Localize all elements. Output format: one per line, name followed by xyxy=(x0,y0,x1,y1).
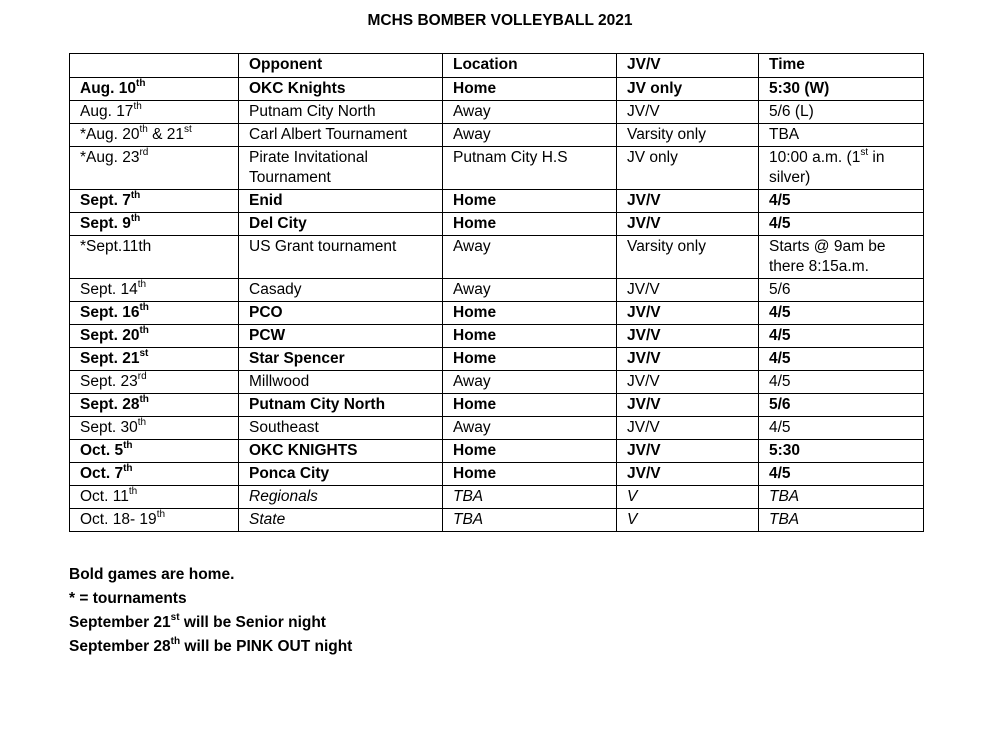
date-suffix: th xyxy=(123,462,133,474)
cell-time xyxy=(759,302,924,325)
cell-time xyxy=(759,509,924,532)
date-text: Sept. 28 xyxy=(80,396,140,413)
cell-time xyxy=(759,124,924,147)
date-text: *Sept.11th xyxy=(80,238,152,255)
cell-location: Home xyxy=(443,463,617,486)
cell-level: JV/V xyxy=(617,302,759,325)
time-text: 4/5 xyxy=(769,327,791,344)
cell-location: TBA xyxy=(443,486,617,509)
date-text: *Aug. 20 xyxy=(80,126,140,143)
cell-date xyxy=(70,325,239,348)
cell-time xyxy=(759,417,924,440)
date-suffix: rd xyxy=(139,146,149,158)
cell-time xyxy=(759,371,924,394)
date-text: *Aug. 23 xyxy=(80,149,140,166)
date-suffix: rd xyxy=(137,370,147,382)
table-row xyxy=(70,302,924,325)
cell-location: TBA xyxy=(443,509,617,532)
cell-location: Away xyxy=(443,417,617,440)
note-pink-out-sup: th xyxy=(170,635,181,647)
table-row xyxy=(70,371,924,394)
table-header-row xyxy=(70,54,924,78)
table-row xyxy=(70,348,924,371)
cell-time xyxy=(759,213,924,236)
cell-location: Home xyxy=(443,302,617,325)
date-text: Sept. 16 xyxy=(80,304,140,321)
date-suffix: th xyxy=(139,301,149,313)
time-text: 4/5 xyxy=(769,192,791,209)
date-suffix-2: st xyxy=(184,123,192,135)
time-text: 4/5 xyxy=(769,215,791,232)
cell-date xyxy=(70,78,239,101)
cell-date xyxy=(70,394,239,417)
cell-opponent: PCW xyxy=(239,325,443,348)
cell-location: Home xyxy=(443,440,617,463)
time-text: 10:00 a.m. (1 xyxy=(769,149,861,166)
note-pink-out-night xyxy=(69,635,352,659)
time-text: 5:30 xyxy=(769,442,801,459)
cell-location: Home xyxy=(443,78,617,101)
cell-level: V xyxy=(617,509,759,532)
cell-level: JV/V xyxy=(617,463,759,486)
note-senior-night-date: September 21 xyxy=(69,614,171,631)
cell-opponent: OKC Knights xyxy=(239,78,443,101)
cell-location: Away xyxy=(443,124,617,147)
date-text: Aug. 10 xyxy=(80,80,136,97)
table-row xyxy=(70,101,924,124)
date-suffix: th xyxy=(156,508,166,520)
date-suffix: th xyxy=(123,439,133,451)
time-text: 4/5 xyxy=(769,350,791,367)
date-suffix: th xyxy=(139,324,149,336)
cell-date xyxy=(70,302,239,325)
cell-location: Away xyxy=(443,236,617,279)
cell-date xyxy=(70,279,239,302)
cell-date xyxy=(70,213,239,236)
cell-level: Varsity only xyxy=(617,124,759,147)
table-row xyxy=(70,440,924,463)
cell-time xyxy=(759,440,924,463)
time-text: TBA xyxy=(769,511,800,528)
note-pink-out-text: will be PINK OUT night xyxy=(180,638,353,655)
cell-opponent: Del City xyxy=(239,213,443,236)
cell-level: JV/V xyxy=(617,371,759,394)
cell-time xyxy=(759,236,924,279)
date-suffix: st xyxy=(139,347,149,359)
date-suffix: th xyxy=(139,123,148,135)
date-suffix: th xyxy=(133,100,142,112)
cell-opponent: Southeast xyxy=(239,417,443,440)
note-senior-night-sup: st xyxy=(170,611,180,623)
cell-level: JV/V xyxy=(617,417,759,440)
table-row xyxy=(70,78,924,101)
note-pink-out-date: September 28 xyxy=(69,638,171,655)
cell-time xyxy=(759,463,924,486)
cell-level: JV only xyxy=(617,78,759,101)
cell-level: V xyxy=(617,486,759,509)
time-text: TBA xyxy=(769,126,800,143)
time-text: 5/6 xyxy=(769,281,791,298)
date-text: Sept. 20 xyxy=(80,327,140,344)
cell-level: JV/V xyxy=(617,213,759,236)
table-row xyxy=(70,190,924,213)
header-opponent: Opponent xyxy=(239,54,443,78)
table-row xyxy=(70,417,924,440)
table-row xyxy=(70,279,924,302)
table-row xyxy=(70,486,924,509)
cell-location: Away xyxy=(443,101,617,124)
date-text: Sept. 30 xyxy=(80,419,138,436)
date-suffix: th xyxy=(137,278,147,290)
header-date xyxy=(70,54,239,78)
page-title: MCHS BOMBER VOLLEYBALL 2021 xyxy=(367,12,633,29)
date-text: Aug. 17 xyxy=(80,103,134,120)
time-suffix: st xyxy=(860,146,869,158)
note-home-games: Bold games are home. xyxy=(69,566,235,583)
cell-level: JV/V xyxy=(617,190,759,213)
cell-level: JV/V xyxy=(617,101,759,124)
cell-date xyxy=(70,463,239,486)
table-row xyxy=(70,236,924,279)
cell-date xyxy=(70,348,239,371)
schedule-table xyxy=(69,53,924,532)
cell-level: JV/V xyxy=(617,440,759,463)
date-text: Oct. 11 xyxy=(80,488,129,505)
date-suffix: th xyxy=(135,77,146,89)
cell-opponent: Ponca City xyxy=(239,463,443,486)
cell-date xyxy=(70,147,239,190)
note-senior-night xyxy=(69,611,352,635)
cell-opponent: State xyxy=(239,509,443,532)
cell-location: Home xyxy=(443,348,617,371)
date-suffix: th xyxy=(137,416,147,428)
cell-time xyxy=(759,394,924,417)
date-suffix: th xyxy=(130,189,141,201)
cell-time xyxy=(759,147,924,190)
date-suffix: th xyxy=(130,212,141,224)
cell-location: Home xyxy=(443,190,617,213)
table-row xyxy=(70,325,924,348)
cell-location: Home xyxy=(443,213,617,236)
time-text-2: in silver) xyxy=(769,149,885,186)
date-text: Oct. 7 xyxy=(80,465,124,482)
cell-location: Putnam City H.S xyxy=(443,147,617,190)
time-text: 4/5 xyxy=(769,465,791,482)
cell-date xyxy=(70,190,239,213)
time-text: 4/5 xyxy=(769,373,791,390)
cell-opponent: Carl Albert Tournament xyxy=(239,124,443,147)
cell-opponent: Millwood xyxy=(239,371,443,394)
cell-level: JV/V xyxy=(617,348,759,371)
cell-opponent: Regionals xyxy=(239,486,443,509)
time-text: 5/6 xyxy=(769,396,791,413)
cell-opponent: Putnam City North xyxy=(239,101,443,124)
date-text: Sept. 23 xyxy=(80,373,138,390)
cell-time xyxy=(759,325,924,348)
cell-date xyxy=(70,236,239,279)
cell-date xyxy=(70,417,239,440)
cell-location: Home xyxy=(443,394,617,417)
table-row xyxy=(70,463,924,486)
cell-level: JV/V xyxy=(617,325,759,348)
header-level: JV/V xyxy=(617,54,759,78)
cell-date xyxy=(70,509,239,532)
cell-time xyxy=(759,348,924,371)
time-text: 4/5 xyxy=(769,419,791,436)
date-text: Oct. 5 xyxy=(80,442,124,459)
table-row xyxy=(70,394,924,417)
header-location: Location xyxy=(443,54,617,78)
cell-date xyxy=(70,371,239,394)
cell-level: Varsity only xyxy=(617,236,759,279)
cell-time xyxy=(759,279,924,302)
note-senior-night-text: will be Senior night xyxy=(179,614,326,631)
date-text: Sept. 21 xyxy=(80,350,140,367)
footnotes xyxy=(69,563,352,659)
cell-opponent: US Grant tournament xyxy=(239,236,443,279)
date-text: Sept. 7 xyxy=(80,192,131,209)
cell-date xyxy=(70,486,239,509)
table-row xyxy=(70,509,924,532)
table-row xyxy=(70,124,924,147)
time-text: 5:30 (W) xyxy=(769,80,830,97)
cell-time xyxy=(759,78,924,101)
cell-location: Away xyxy=(443,371,617,394)
cell-opponent: Casady xyxy=(239,279,443,302)
date-suffix: th xyxy=(128,485,138,497)
cell-location: Home xyxy=(443,325,617,348)
cell-opponent: Star Spencer xyxy=(239,348,443,371)
note-tournaments: * = tournaments xyxy=(69,590,187,607)
cell-time xyxy=(759,101,924,124)
date-text: Sept. 14 xyxy=(80,281,138,298)
date-text-2: & 21 xyxy=(147,126,185,143)
date-suffix: th xyxy=(139,393,149,405)
cell-level: JV/V xyxy=(617,279,759,302)
cell-opponent: Putnam City North xyxy=(239,394,443,417)
cell-time xyxy=(759,486,924,509)
cell-opponent: OKC KNIGHTS xyxy=(239,440,443,463)
time-text: Starts @ 9am be there 8:15a.m. xyxy=(769,238,886,275)
cell-level: JV/V xyxy=(617,394,759,417)
cell-date xyxy=(70,101,239,124)
cell-date xyxy=(70,440,239,463)
cell-date xyxy=(70,124,239,147)
cell-time xyxy=(759,190,924,213)
cell-opponent: PCO xyxy=(239,302,443,325)
time-text: 5/6 (L) xyxy=(769,103,814,120)
table-row xyxy=(70,213,924,236)
time-text: 4/5 xyxy=(769,304,791,321)
header-time: Time xyxy=(759,54,924,78)
cell-opponent: Pirate Invitational Tournament xyxy=(239,147,443,190)
cell-location: Away xyxy=(443,279,617,302)
date-text: Sept. 9 xyxy=(80,215,131,232)
time-text: TBA xyxy=(769,488,800,505)
cell-opponent: Enid xyxy=(239,190,443,213)
date-text: Oct. 18- 19 xyxy=(80,511,157,528)
table-row xyxy=(70,147,924,190)
cell-level: JV only xyxy=(617,147,759,190)
